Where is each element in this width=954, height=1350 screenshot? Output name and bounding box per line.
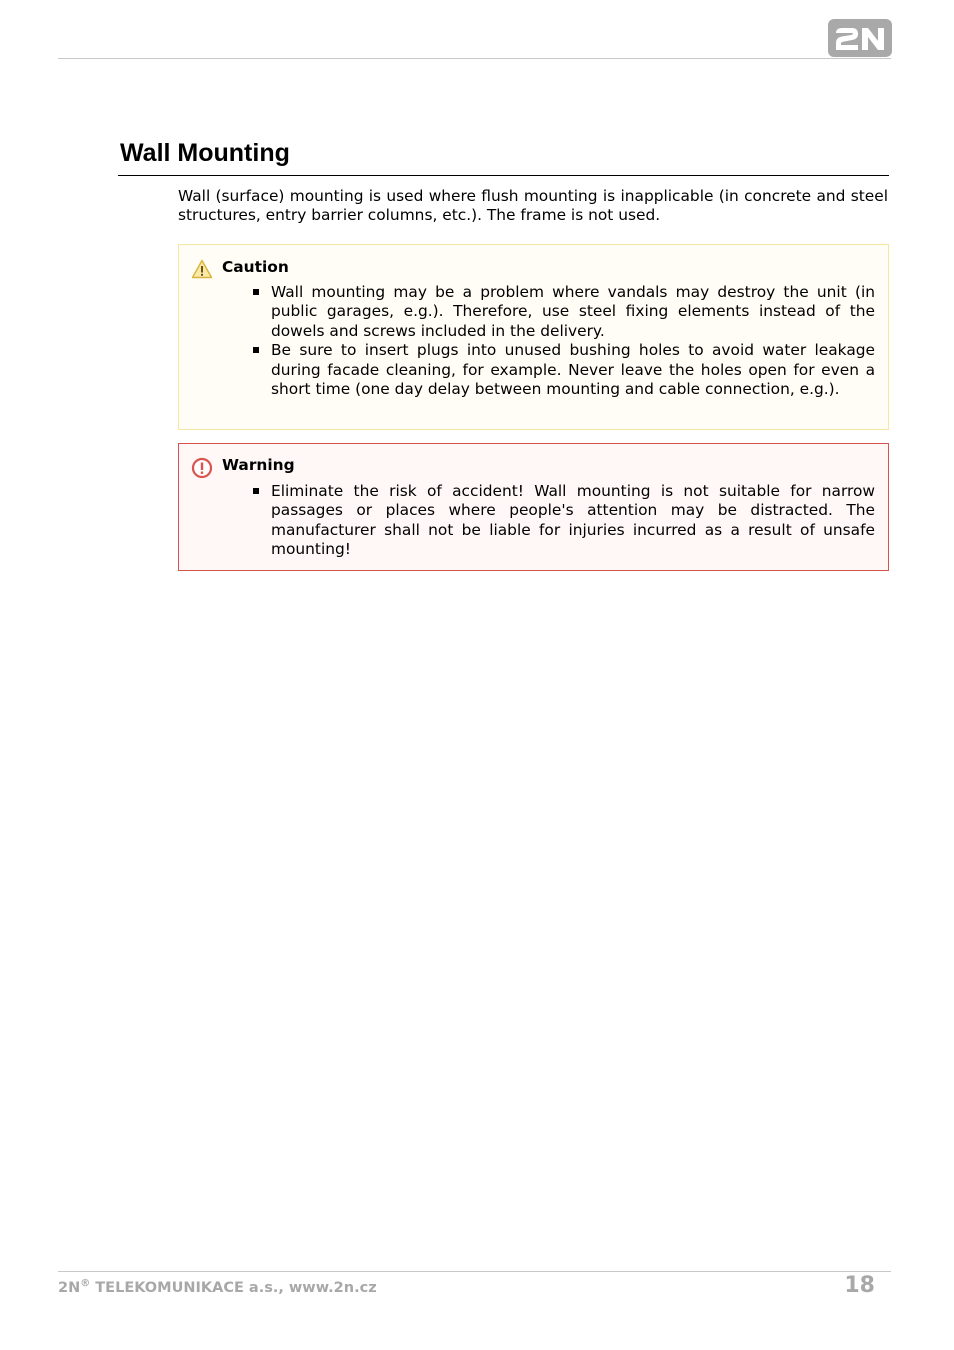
bullet-icon [253, 488, 259, 494]
list-item [271, 482, 875, 560]
page-number: 18 [844, 1273, 875, 1298]
exclamation-circle-icon [191, 457, 213, 479]
registered-mark: ® [80, 1278, 91, 1289]
bullet-icon [253, 347, 259, 353]
warning-title: Warning [222, 456, 295, 474]
title-underline [118, 175, 889, 176]
footer-brand: 2N [58, 1280, 81, 1296]
list-item [271, 341, 875, 399]
list-item [271, 283, 875, 341]
section-title: Wall Mounting [120, 139, 290, 167]
caution-title: Caution [222, 258, 289, 276]
header-divider [58, 58, 891, 59]
footer-company-text: TELEKOMUNIKACE a.s., www.2n.cz [90, 1280, 377, 1296]
2n-logo-icon [828, 19, 892, 57]
bullet-icon [253, 289, 259, 295]
warning-triangle-icon [191, 258, 213, 280]
warning-list [271, 482, 875, 560]
footer-divider [58, 1271, 891, 1272]
caution-box [178, 244, 889, 430]
list-item-text: Be sure to insert plugs into unused bushing holes to avoid water leakage during facade cleaning, for example. Never leave the holes open for even a short time (one day delay between mounting and cable connection, e.g.). [271, 341, 875, 399]
caution-list [271, 283, 875, 399]
list-item-text: Eliminate the risk of accident! Wall mounting is not suitable for narrow passages or places where people's attention may be distracted. The manufacturer shall not be liable for injuries incurred as a result of unsafe mounting! [271, 482, 875, 559]
warning-box [178, 443, 889, 571]
intro-paragraph: Wall (surface) mounting is used where flush mounting is inapplicable (in concrete and steel structures, entry barrier columns, etc.). The frame is not used. [178, 187, 888, 225]
footer-company [58, 1278, 377, 1298]
list-item-text: Wall mounting may be a problem where vandals may destroy the unit (in public garages, e.g.). Therefore, use steel fixing elements instead of the dowels and screws included in the delivery. [271, 283, 875, 340]
